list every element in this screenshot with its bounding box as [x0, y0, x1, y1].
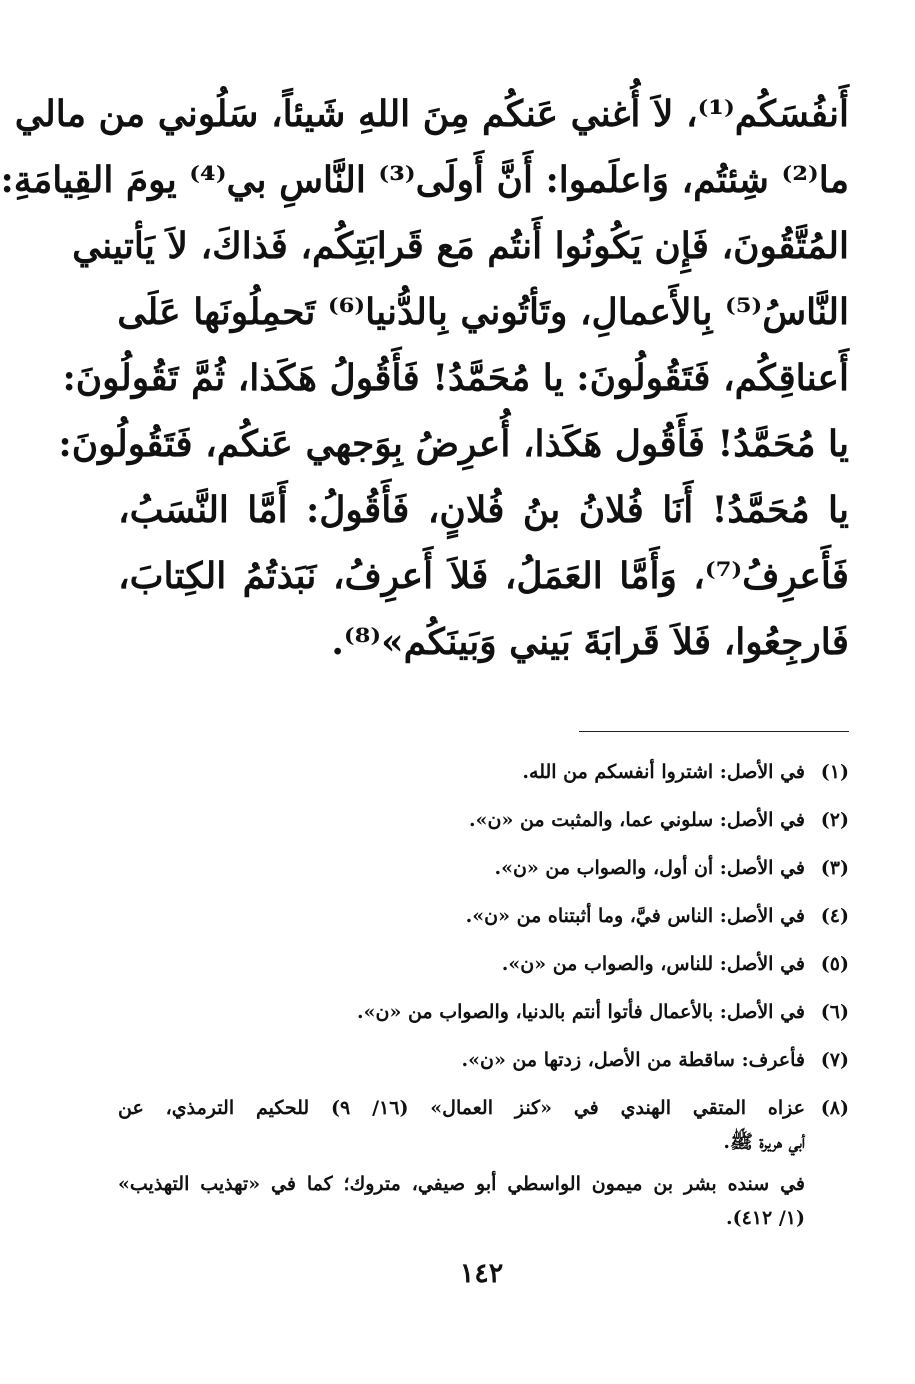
footnote-line: عزاه المتقي الهندي في «كنز العمال» (١٦/ ٩) للحكيم الترمذي، عن: [118, 1097, 805, 1119]
footnote-number: (٣): [820, 857, 849, 879]
footnotes: [118, 748, 849, 1235]
text-line: أَعناقِكُم، فَتَقُولُونَ: يا مُحَمَّدُ! فَأَقُولُ هَكَذا، ثُمَّ تَقُولُونَ:: [62, 357, 849, 399]
footnote-number: (٦): [820, 1001, 849, 1023]
footnote-text: في الأصل: اشتروا أنفسكم من الله.: [522, 761, 805, 783]
main-text: [0, 84, 849, 678]
footnote-line: في سنده بشر بن ميمون الواسطي أبو صيفي، متروك؛ كما في «تهذيب التهذيب»: [118, 1173, 805, 1195]
footnote-divider: [579, 731, 849, 732]
footnote-text: في الأصل: أن أول، والصواب من «ن».: [494, 857, 805, 879]
footnote-number: (٢): [820, 809, 849, 831]
footnote-number: (٤): [820, 905, 849, 927]
footnote-text: فأعرف: ساقطة من الأصل، زدتها من «ن».: [461, 1049, 805, 1071]
text-line: فَأَعرِفُ⁽⁷⁾، وَأَمَّا العَمَلُ، فَلاَ أَعرِفُ، نَبَذتُمُ الكِتابَ،: [118, 555, 849, 597]
footnote-text: في الأصل: الناس فيَّ، وما أثبتناه من «ن».: [465, 905, 805, 927]
text-line: المُتَّقُونَ، فَإِن يَكُونُوا أَنتُم مَع قَرابَتِكُم، فَذاكَ، لاَ يَأتيني: [72, 225, 849, 267]
footnote-text: في الأصل: سلوني عما، والمثبت من «ن».: [469, 809, 805, 831]
text-line: يا مُحَمَّدُ! أَنَا فُلانُ بنُ فُلانٍ، فَأَقُولُ: أَمَّا النَّسَبُ،: [118, 489, 849, 531]
text-line: النَّاسُ⁽⁵⁾ بِالأَعمالِ، وتَأتُوني بِالدُّنيا⁽⁶⁾ تَحمِلُونَها عَلَى: [117, 291, 849, 333]
footnote-number: (٥): [820, 953, 849, 975]
footnote: [118, 988, 849, 1036]
footnote: [118, 892, 849, 940]
footnote-text: في الأصل: للناس، والصواب من «ن».: [501, 953, 805, 975]
text-line: أَنفُسَكُم⁽¹⁾، لاَ أُغني عَنكُم مِنَ اللهِ شَيئاً، سَلُوني من مالي: [14, 93, 849, 135]
text-line: فَارجِعُوا، فَلاَ قَرابَةَ بَيني وَبَينَكُم»⁽⁸⁾.: [331, 621, 849, 663]
footnote-number: (٨): [820, 1097, 849, 1119]
page-number: ١٤٢: [459, 1258, 504, 1289]
footnote-continuation: [118, 1167, 849, 1235]
text-line: يا مُحَمَّدُ! فَأَقُول هَكَذا، أُعرِضُ بِوَجهي عَنكُم، فَتَقُولُونَ:: [58, 423, 849, 465]
footnote: [118, 1084, 849, 1159]
footnote: [118, 796, 849, 844]
footnote: [118, 940, 849, 988]
footnote: [118, 1036, 849, 1084]
footnote-line: أبي هريرة ﷺ.: [723, 1131, 805, 1153]
footnote: [118, 844, 849, 892]
footnote-number: (٧): [820, 1049, 849, 1071]
text-line: ما⁽²⁾ شِئتُم، وَاعلَموا: أَنَّ أَولَى⁽³⁾ النَّاسِ بي⁽⁴⁾ يومَ القِيامَةِ:: [0, 159, 849, 201]
footnote-number: (١): [820, 761, 849, 783]
footnote-line: (١/ ٤١٢).: [725, 1207, 805, 1229]
footnote: [118, 748, 849, 796]
footnote-text: في الأصل: بالأعمال فأتوا أنتم بالدنيا، والصواب من «ن».: [357, 1001, 805, 1023]
footnote-text: [118, 1084, 805, 1159]
